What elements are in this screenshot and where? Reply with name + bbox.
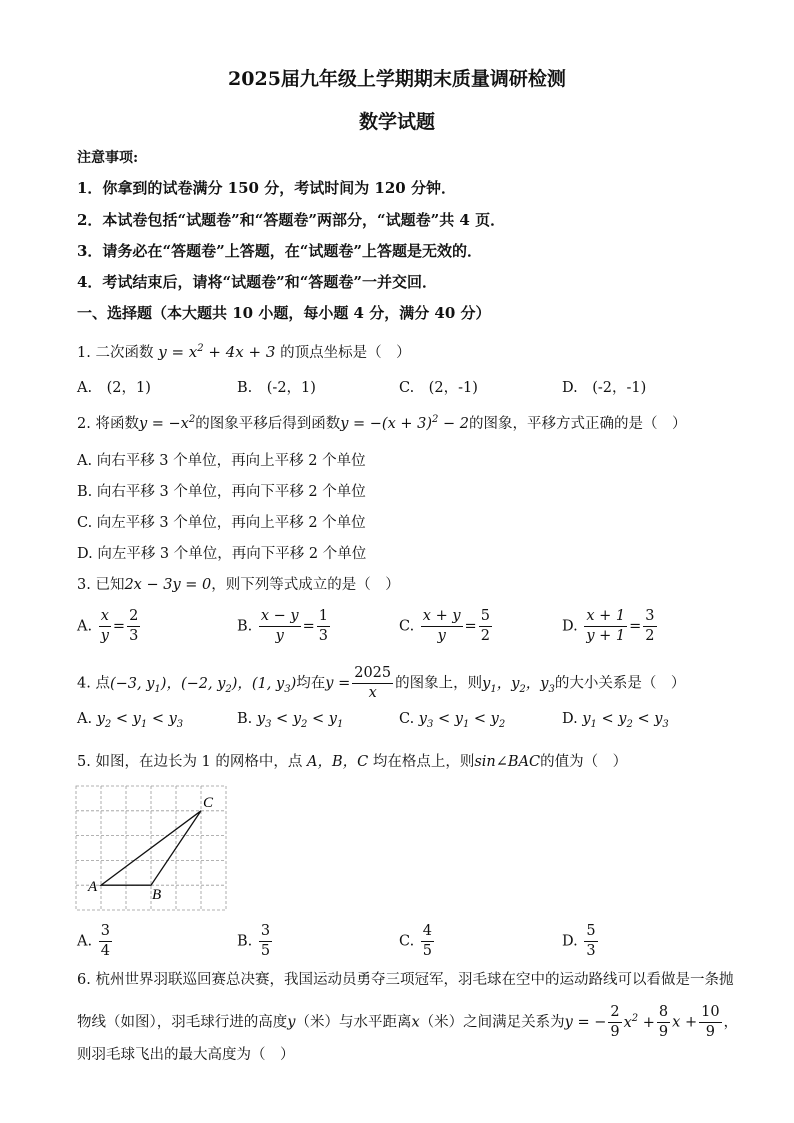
q4-function: y = xyxy=(325,675,351,692)
q4-option-b[interactable] xyxy=(237,711,343,730)
q3-b-frac-2: $\frac{1}{3}$ xyxy=(318,608,329,644)
q2-pre: 2. 将函数 xyxy=(77,416,139,432)
q4-pre: 4. 点 xyxy=(77,675,110,692)
q2-option-d[interactable]: D. 向左平移 3 个单位，再向下平移 2 个单位 xyxy=(77,546,367,562)
q1-option-c[interactable]: C. (2，-1) xyxy=(399,380,478,396)
q3-c-frac-1: $\frac{x + y}{y}$ xyxy=(422,608,461,644)
q3-a-frac-1: $\frac{x}{y}$ xyxy=(100,608,109,644)
q4-post: 的大小关系是（ ） xyxy=(554,675,686,692)
q4-label-c: C. xyxy=(399,711,415,727)
q2-option-b[interactable]: B. 向右平移 3 个单位，再向下平移 2 个单位 xyxy=(77,484,366,500)
q3-d-frac-2: $\frac{3}{2}$ xyxy=(645,608,655,644)
q3-d-frac-1: $\frac{x + 1}{y + 1}$ xyxy=(586,608,626,644)
q4-mid: 均在 xyxy=(296,675,326,692)
question-4 xyxy=(77,664,685,703)
q1-option-b[interactable]: B. (-2，1) xyxy=(237,380,316,396)
subject-title: 数学试题 xyxy=(358,111,435,133)
q4-option-c[interactable] xyxy=(399,711,505,730)
q5-label-c: C. xyxy=(399,933,415,950)
q1-option-a[interactable]: A. (2，1) xyxy=(77,380,151,396)
question-6-line-2: 物线（如图），羽毛球行进的高度y（米）与水平距离x（米）之间满足关系为y = − $\frac{2}{9}$ $x^2$ + $\frac{8}{9}$ x + $\frac{10}{9}$ ， xyxy=(77,1004,739,1040)
point-label-c: C xyxy=(203,795,214,811)
q3-post: ，则下列等式成立的是（ ） xyxy=(211,577,400,593)
notice-item: 4．考试结束后，请将“试题卷”和“答题卷”一并交回． xyxy=(77,273,437,291)
point-label-a: A xyxy=(88,879,98,895)
q4-option-a[interactable] xyxy=(77,711,183,730)
notice-item: 3．请务必在“答题卷”上答题，在“试题卷”上答题是无效的． xyxy=(77,242,482,260)
question-5 xyxy=(77,750,627,771)
q3-pre: 3. 已知 xyxy=(77,577,125,593)
q5-label-b: B. xyxy=(237,933,253,950)
point-label-b: B xyxy=(152,887,162,903)
q5-post: 的值为（ ） xyxy=(540,754,628,770)
q5-option-a[interactable] xyxy=(77,922,114,961)
q5-d-frac: $\frac{5}{3}$ xyxy=(586,923,596,959)
q4-points: (−3, $y_1$)，(−2, $y_2$)，(1, $y_3$) xyxy=(109,675,297,695)
q6-line2a: 物线（如图），羽毛球行进的高度 xyxy=(77,1014,288,1031)
q4-d-expr: $y_1 < y_2 < y_3$ xyxy=(582,711,669,730)
q3-label-d: D. xyxy=(562,618,578,635)
q3-option-a[interactable]: A. $\frac{x}{y}$ = $\frac{2}{3}$ xyxy=(77,608,139,644)
q5-text2: 均在格点上，则 xyxy=(372,754,475,770)
q3-option-d[interactable]: D. $\frac{x + 1}{y + 1}$ = $\frac{3}{2}$ xyxy=(562,608,655,644)
q6-frac-2: $\frac{8}{9}$ xyxy=(658,1004,669,1040)
q2-mid: 的图象平移后得到函数 xyxy=(195,416,341,432)
q6-line2c: （米）之间满足关系为 xyxy=(419,1014,565,1031)
q5-label-a: A. xyxy=(77,933,93,950)
q5-grid-figure xyxy=(75,785,235,913)
q3-option-b[interactable]: B. $\frac{x - y}{y}$ = $\frac{1}{3}$ xyxy=(237,608,329,644)
q5-expr: sin∠BAC xyxy=(474,754,541,770)
q3-formula: 2x − 3y = 0 xyxy=(124,577,212,593)
q4-a-expr: $y_2 < y_1 < y_3$ xyxy=(96,711,184,730)
q2-option-a[interactable]: A. 向右平移 3 个单位，再向上平移 2 个单位 xyxy=(77,453,366,469)
question-3 xyxy=(77,573,400,594)
q5-option-c[interactable] xyxy=(399,922,436,961)
q4-fraction: $\frac{2025}{x}$ xyxy=(354,665,392,701)
q6-line2b: （米）与水平距离 xyxy=(295,1014,412,1031)
q4-mid2: 的图象上，则 xyxy=(395,675,483,692)
q2-formula-2: $y = -(x + 3)^2 - 2$ xyxy=(340,414,469,432)
q3-b-frac-1: $\frac{x - y}{y}$ xyxy=(260,608,299,644)
notice-item: 2．本试卷包括“试题卷”和“答题卷”两部分，“试题卷”共 4 页． xyxy=(77,211,506,229)
q5-text: 5. 如图，在边长为 1 的网格中，点 xyxy=(77,754,303,770)
q3-label-c: C. xyxy=(399,618,415,635)
question-1 xyxy=(77,341,411,362)
q1-option-d[interactable]: D. (-2，-1) xyxy=(562,380,647,396)
question-2 xyxy=(77,412,686,433)
q4-b-expr: $y_3 < y_2 < y_1$ xyxy=(256,711,344,730)
question-6-line-3: 则羽毛球飞出的最大高度为（ ） xyxy=(77,1047,295,1063)
q2-formula-1: $y = -x^2$ xyxy=(138,414,196,432)
q5-b-frac: $\frac{3}{5}$ xyxy=(260,923,271,959)
q2-post: 的图象，平移方式正确的是（ ） xyxy=(468,416,687,432)
q3-option-c[interactable]: C. $\frac{x + y}{y}$ = $\frac{5}{2}$ xyxy=(399,608,490,644)
q5-option-b[interactable] xyxy=(237,922,274,961)
q4-option-d[interactable] xyxy=(562,711,669,730)
q5-label-d: D. xyxy=(562,933,578,950)
q1-formula: $y = x^2 + 4x + 3$ xyxy=(153,343,281,361)
q6-term-x: x + xyxy=(672,1014,698,1031)
q4-label-d: D. xyxy=(562,711,578,727)
notice-heading: 注意事项: xyxy=(77,150,139,166)
q5-points: A，B，C xyxy=(302,754,373,770)
q2-option-c[interactable]: C. 向左平移 3 个单位，再向上平移 2 个单位 xyxy=(77,515,366,531)
q6-var-x: x xyxy=(411,1014,420,1031)
section-heading: 一、选择题（本大题共 10 小题，每小题 4 分，满分 40 分） xyxy=(77,304,491,322)
q5-a-frac: $\frac{3}{4}$ xyxy=(100,923,110,959)
q6-frac-1: $\frac{2}{9}$ xyxy=(610,1004,620,1040)
q1-post: 的顶点坐标是（ ） xyxy=(280,345,411,361)
q4-vars: $y_1$，$y_2$，$y_3$ xyxy=(482,675,555,695)
q4-label-a: A. xyxy=(77,711,93,727)
q4-label-b: B. xyxy=(237,711,253,727)
exam-title: 2025届九年级上学期期末质量调研检测 xyxy=(228,68,566,90)
q6-var-y: y xyxy=(287,1014,296,1031)
q4-c-expr: $y_3 < y_1 < y_2$ xyxy=(418,711,506,730)
q1-pre: 1. 二次函数 xyxy=(77,345,154,361)
q3-c-frac-2: $\frac{5}{2}$ xyxy=(480,608,490,644)
question-6-line-1: 6. 杭州世界羽联巡回赛总决赛，我国运动员勇夺三项冠军，羽毛球在空中的运动路线可以看做是一条抛 xyxy=(77,972,734,988)
q6-term-x2: $x^2$ + xyxy=(623,1012,655,1031)
notice-item: 1．你拿到的试卷满分 150 分，考试时间为 120 分钟． xyxy=(77,179,456,197)
q5-c-frac: $\frac{4}{5}$ xyxy=(422,923,433,959)
q3-a-frac-2: $\frac{2}{3}$ xyxy=(129,608,139,644)
q5-option-d[interactable] xyxy=(562,922,600,961)
q3-label-a: A. xyxy=(77,618,93,635)
q6-formula: y = − xyxy=(564,1014,607,1031)
q3-label-b: B. xyxy=(237,618,253,635)
q6-frac-3: $\frac{10}{9}$ xyxy=(701,1004,720,1040)
